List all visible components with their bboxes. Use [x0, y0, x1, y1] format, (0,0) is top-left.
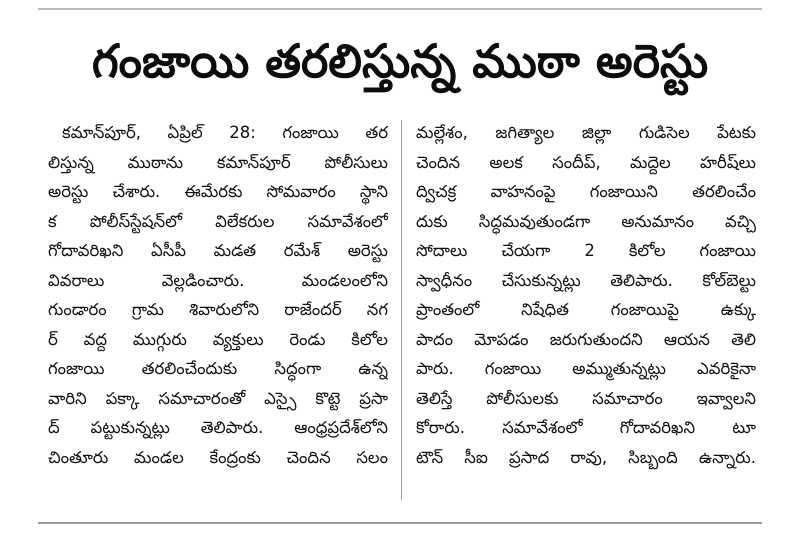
article-column-left: [48, 118, 388, 502]
text-line: అరెస్టు చేశారు. ఈమేరకు సోమవారం స్థాని: [48, 182, 388, 201]
text-line: చింతూరు మండల కేంద్రంకు చెందిన సలం: [48, 447, 388, 467]
text-line: తెలిస్తే పోలీసులకు సమాచారం ఇవ్వాలని: [416, 388, 756, 408]
text-line: కమాన్‌పూర్, ఏప్రిల్ 28: గంజాయి తర: [62, 123, 388, 142]
text-line: దుకు సిద్ధమవుతుండగా అనుమానం వచ్చి: [416, 211, 756, 231]
text-line: లిస్తున్న ముఠాను కమాన్‌పూర్ పోలీసులు: [48, 152, 388, 172]
text-line: ర్ వద్ద ముగ్గురు వ్యక్తులు రెండు కిలోల: [48, 329, 388, 349]
top-divider: [38, 8, 762, 10]
text-line: గోదావరిఖని ఏసీపీ మడత రమేశ్ అరెస్టు: [48, 241, 388, 260]
text-line: ద్ పట్టుకున్నట్లు తెలిపారు. ఆంధ్రప్రదేశ్‌లోని: [48, 418, 388, 437]
text-line: కోరారు. సమావేశంలో గోదావరిఖని టూ: [416, 418, 756, 437]
text-line: సోదాలు చేయగా 2 కిలోల గంజాయి: [416, 241, 756, 260]
text-line: వారిని పక్కా సమాచారంతో ఎస్సై కొట్టె ప్రసా: [48, 388, 388, 408]
article-column-right: [416, 118, 756, 502]
text-line: పారు. గంజాయి అమ్ముతున్నట్లు ఎవరికైనా: [416, 359, 756, 378]
bottom-divider: [38, 522, 762, 524]
text-line: స్వాధీనం చేసుకున్నట్లు తెలిపారు. కోల్‌బెల్టు: [416, 270, 756, 290]
text-line: చెందిన అలక సందీప్, మద్దెల హరీష్‌లు: [416, 152, 756, 172]
text-line: వివరాలు వెల్లడించారు. మండలంలోని: [48, 270, 388, 290]
headline: గంజాయి తరలిస్తున్న ముఠా అరెస్టు: [91, 34, 709, 88]
text-line: పాదం మోపడం జరుగుతుందని ఆయన తెలి: [416, 329, 756, 349]
text-line: మల్లేశం, జగిత్యాల జిల్లా గుడిసెల పేటకు: [416, 123, 756, 142]
text-line: క పోలీస్‌స్టేషన్‌లో విలేకరుల సమావేశంలో: [48, 211, 388, 231]
text-line: ద్విచక్ర వాహనంపై గంజాయిని తరలించేం: [416, 182, 756, 201]
column-divider: [401, 120, 402, 500]
text-line: ప్రాంతంలో నిషేధిత గంజాయిపై ఉక్కు: [416, 300, 756, 319]
text-line: గంజాయి తరలించేందుకు సిద్ధంగా ఉన్న: [48, 359, 388, 378]
text-line: టౌన్ సీఐ ప్రసాద రావు, సిబ్బంది ఉన్నారు.: [416, 447, 756, 467]
article-body: [48, 118, 768, 502]
text-line: గుండారం గ్రామ శివారులోని రాజేందర్ నగ: [48, 300, 388, 319]
